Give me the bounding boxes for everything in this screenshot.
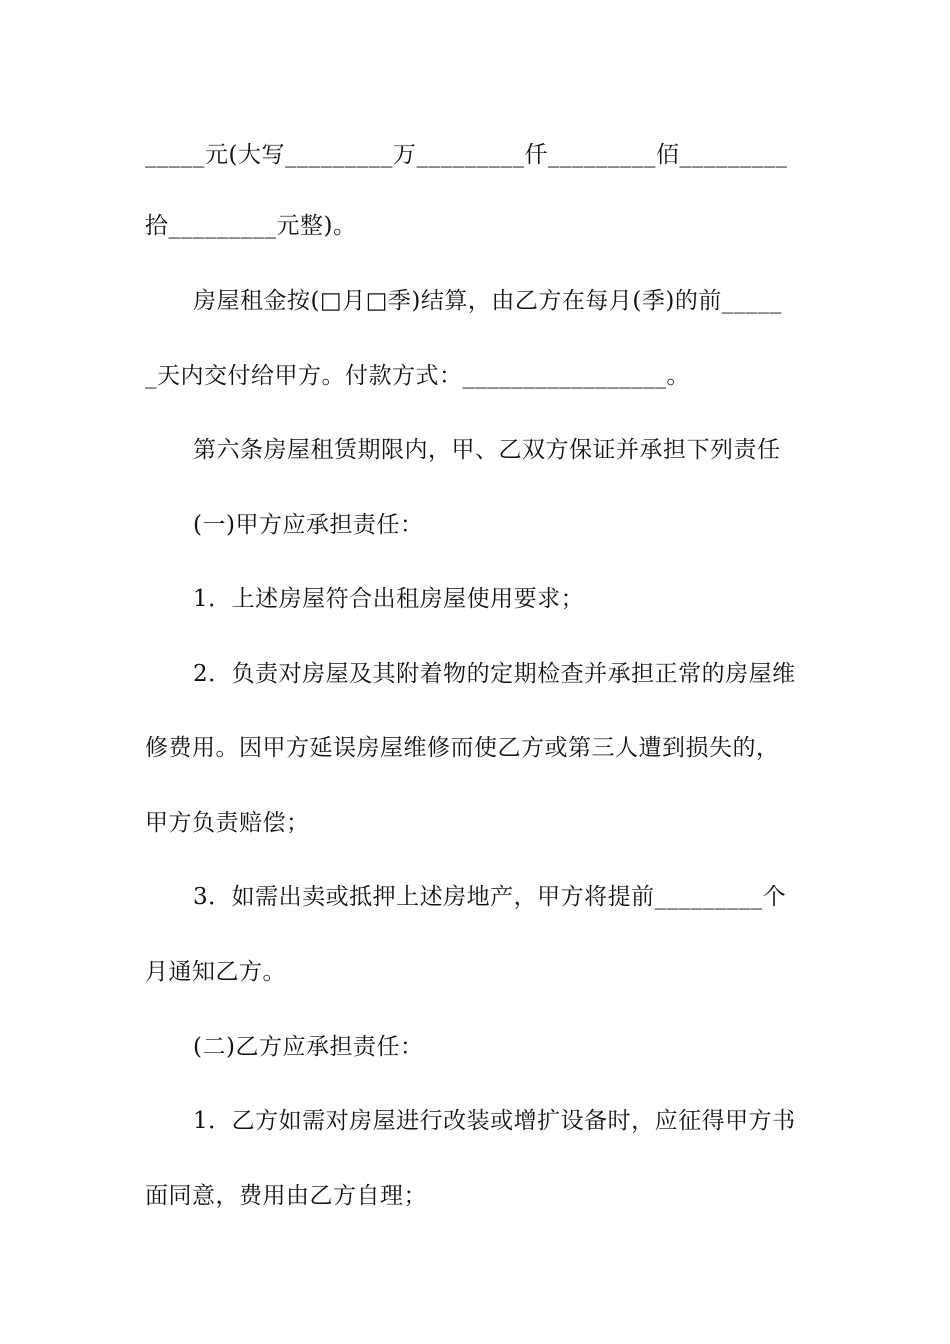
text-line: (二)乙方应承担责任： <box>193 1034 424 1060</box>
text-line: (一)甲方应承担责任： <box>193 512 424 538</box>
text-line: _____元(大写_________万_________仟_________佰_________ <box>145 142 788 168</box>
text-line: 房屋租金按(□月□季)结算，由乙方在每月(季)的前_____ <box>193 288 782 314</box>
text-line: 拾_________元整)。 <box>145 213 357 239</box>
text-line: 面同意，费用由乙方自理； <box>145 1183 427 1209</box>
text-line: 2．负责对房屋及其附着物的定期检查并承担正常的房屋维 <box>193 661 796 687</box>
text-line: 第六条房屋租赁期限内，甲、乙双方保证并承担下列责任 <box>193 437 781 463</box>
text-line: 1．乙方如需对房屋进行改装或增扩设备时，应征得甲方书 <box>193 1108 796 1134</box>
text-line: 修费用。因甲方延误房屋维修而使乙方或第三人遭到损失的， <box>145 735 780 761</box>
text-line: _天内交付给甲方。付款方式：_________________。 <box>145 363 690 389</box>
text-line: 1．上述房屋符合出租房屋使用要求； <box>193 586 585 612</box>
text-line: 甲方负责赔偿； <box>145 810 310 836</box>
text-line: 月通知乙方。 <box>145 959 286 985</box>
text-line: 3．如需出卖或抵押上述房地产，甲方将提前_________个 <box>193 884 787 910</box>
